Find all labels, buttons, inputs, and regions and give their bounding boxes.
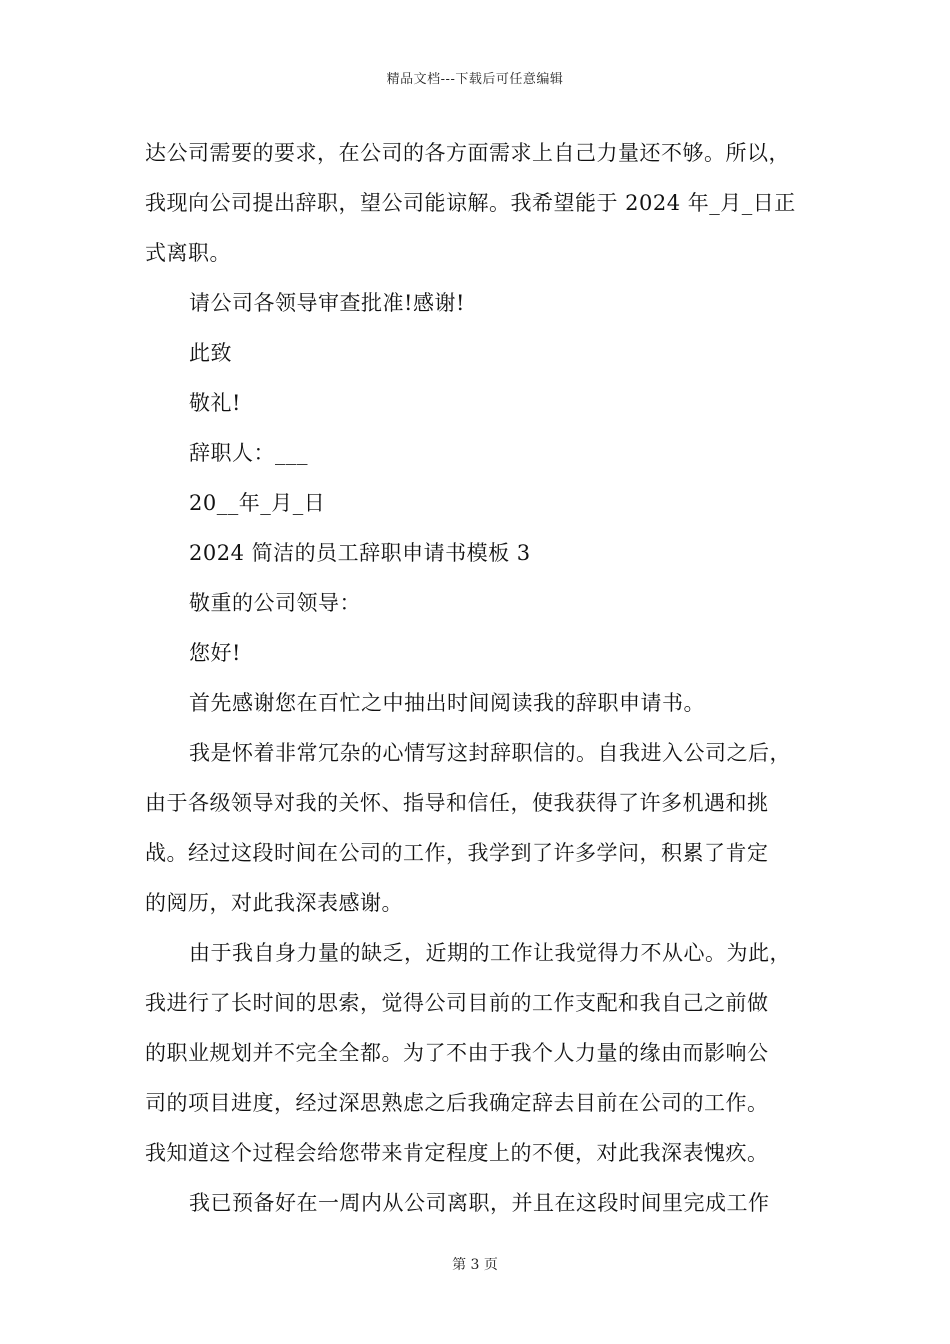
text-line: 我知道这个过程会给您带来肯定程度上的不便，对此我深表愧疚。: [145, 1141, 769, 1165]
text-line: 20__年_月_日: [189, 491, 326, 515]
text-line: 此致: [189, 341, 232, 365]
document-body: [145, 128, 810, 1228]
text-line: 的职业规划并不完全全都。为了不由于我个人力量的缘由而影响公: [145, 1041, 769, 1065]
text-line: 司的项目进度，经过深思熟虑之后我确定辞去目前在公司的工作。: [145, 1091, 769, 1115]
text-line: 我现向公司提出辞职，望公司能谅解。我希望能于 2024 年_月_日正: [145, 191, 796, 215]
text-line: 达公司需要的要求，在公司的各方面需求上自己力量还不够。所以，: [145, 141, 790, 165]
text-line: 战。经过这段时间在公司的工作，我学到了许多学问，积累了肯定: [145, 841, 769, 865]
text-line: 的阅历，对此我深表感谢。: [145, 891, 403, 915]
text-line: 2024 简洁的员工辞职申请书模板 3: [189, 541, 531, 565]
text-line: 辞职人：___: [189, 441, 308, 465]
page-header: 精品文档---下载后可任意编辑: [386, 72, 564, 87]
text-line: 首先感谢您在百忙之中抽出时间阅读我的辞职申请书。: [189, 691, 705, 715]
text-line: 我已预备好在一周内从公司离职，并且在这段时间里完成工作: [189, 1191, 770, 1215]
text-line: 请公司各领导审查批准!感谢!: [189, 291, 465, 315]
text-line: 敬重的公司领导：: [189, 591, 361, 615]
text-line: 您好!: [189, 641, 241, 665]
text-line: 我是怀着非常冗杂的心情写这封辞职信的。自我进入公司之后，: [189, 741, 791, 765]
text-line: 由于我自身力量的缺乏，近期的工作让我觉得力不从心。为此，: [189, 941, 791, 965]
page-footer: 第 3 页: [452, 1257, 498, 1273]
text-line: 式离职。: [145, 241, 231, 265]
text-line: 敬礼!: [189, 391, 241, 415]
text-line: 由于各级领导对我的关怀、指导和信任，使我获得了许多机遇和挑: [145, 791, 769, 815]
text-line: 我进行了长时间的思索，觉得公司目前的工作支配和我自己之前做: [145, 991, 769, 1015]
